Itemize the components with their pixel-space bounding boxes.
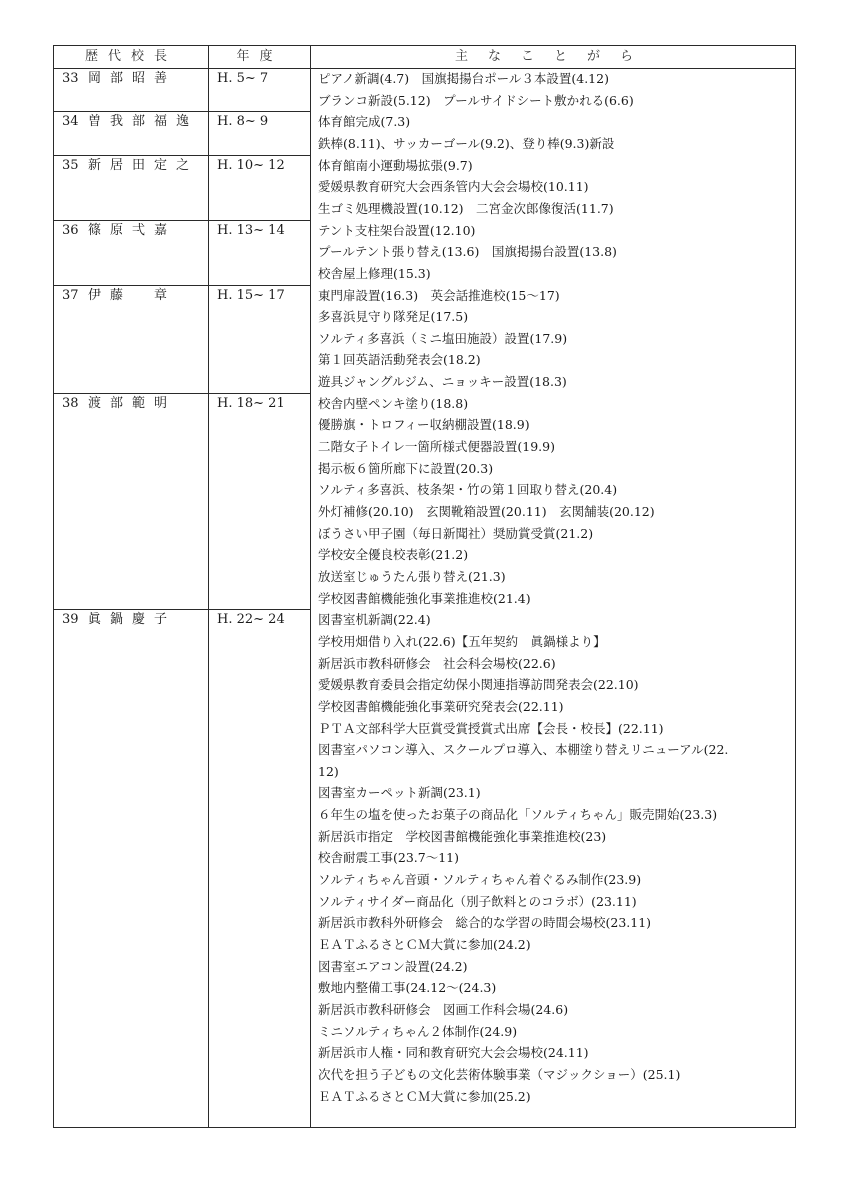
event-line: 生ゴミ処理機設置(10.12) 二宮金次郎像復活(11.7) [318, 200, 614, 216]
event-line: 学校図書館機能強化事業研究発表会(22.11) [318, 698, 564, 714]
period-cell: H. 10~ 12 [217, 157, 285, 173]
header-principal: 歴代校長 [84, 49, 177, 64]
event-line: 学校安全優良校表彰(21.2) [318, 547, 469, 563]
header-period: 年度 [236, 49, 283, 64]
history-table [53, 45, 796, 1128]
event-line: 12) [318, 763, 339, 779]
event-line: プールテント張り替え(13.6) 国旗掲揚台設置(13.8) [318, 244, 617, 260]
principal-number: 34 [62, 114, 79, 130]
event-line: 愛媛県教育研究大会西条管内大会会場校(10.11) [318, 179, 589, 195]
period-cell: H. 18~ 21 [217, 395, 285, 411]
principal-number: 35 [62, 157, 79, 173]
principal-cell [62, 609, 202, 630]
principal-number: 36 [62, 222, 79, 238]
principal-name: 眞鍋慶子 [88, 612, 177, 628]
event-line: ＥＡＴふるさとＣＭ大賞に参加(24.2) [318, 937, 531, 952]
event-line: ＰＴＡ文部科学大臣賞受賞授賞式出席【会長・校長】(22.11) [318, 720, 664, 736]
event-line: 新居浜市教科外研修会 総合的な学習の時間会場校(23.11) [318, 915, 652, 931]
principal-number: 39 [62, 612, 79, 628]
event-line: 体育館南小運動場拡張(9.7) [318, 157, 473, 173]
period-cell: H. 8~ 9 [217, 114, 269, 130]
principal-cell [62, 68, 202, 89]
event-line: 鉄棒(8.11)、サッカーゴール(9.2)、登り棒(9.3)新設 [318, 135, 615, 151]
event-line: 放送室じゅうたん張り替え(21.3) [318, 568, 506, 584]
event-line: ソルティサイダー商品化（別子飲料とのコラボ）(23.11) [318, 893, 637, 909]
period-cell: H. 13~ 14 [217, 222, 285, 238]
period-cell: H. 5~ 7 [217, 71, 269, 86]
event-line: 体育館完成(7.3) [318, 114, 411, 130]
principal-cell [62, 220, 202, 241]
event-line: 掲示板６箇所廊下に設置(20.3) [318, 460, 494, 476]
principal-name: 篠原弌嘉 [88, 222, 177, 238]
event-line: ソルティちゃん音頭・ソルティちゃん着ぐるみ制作(23.9) [318, 872, 642, 888]
event-line: 多喜浜見守り隊発足(17.5) [318, 309, 469, 325]
event-line: 二階女子トイレ一箇所様式便器設置(19.9) [318, 439, 555, 455]
event-line: ブランコ新設(5.12) プールサイドシート敷かれる(6.6) [318, 92, 634, 108]
event-line: 次代を担う子どもの文化芸術体験事業（マジックショー）(25.1) [318, 1066, 681, 1082]
event-line: ＥＡＴふるさとＣＭ大賞に参加(25.2) [318, 1088, 531, 1104]
event-line: 図書室机新調(22.4) [318, 612, 431, 628]
event-line: テント支柱架台設置(12.10) [318, 222, 476, 238]
event-line: 第１回英語活動発表会(18.2) [318, 352, 481, 368]
principal-number: 33 [62, 71, 79, 86]
principal-cell [62, 285, 202, 306]
event-line: 学校用畑借り入れ(22.6)【五年契約 眞鍋様より】 [318, 633, 606, 649]
event-line: 優勝旗・トロフィー収納棚設置(18.9) [318, 417, 530, 433]
column-divider [208, 46, 209, 1127]
principal-number: 37 [62, 287, 79, 303]
principal-name: 渡部範明 [88, 395, 177, 411]
event-line: ミニソルティちゃん２体制作(24.9) [318, 1023, 518, 1039]
event-line: ぼうさい甲子園（毎日新聞社）奨励賞受賞(21.2) [318, 525, 594, 541]
event-line: ソルティ多喜浜（ミニ塩田施設）設置(17.9) [318, 330, 568, 346]
principal-name: 新居田定之 [88, 157, 199, 173]
principal-name: 岡部昭善 [88, 71, 177, 86]
event-line: 新居浜市指定 学校図書館機能強化事業推進校(23) [318, 828, 607, 844]
event-line: ６年生の塩を使ったお菓子の商品化「ソルティちゃん」販売開始(23.3) [318, 807, 718, 823]
principal-cell [62, 393, 202, 414]
event-line: ピアノ新調(4.7) 国旗掲揚台ポール３本設置(4.12) [318, 71, 609, 86]
event-line: 校舎屋上修理(15.3) [318, 265, 431, 281]
event-line: 図書室パソコン導入、スクールプロ導入、本棚塗り替えリニューアル(22. [318, 742, 729, 758]
event-line: 新居浜市教科研修会 図画工作科会場(24.6) [318, 1001, 569, 1017]
event-line: 学校図書館機能強化事業推進校(21.4) [318, 590, 531, 606]
event-line: 遊具ジャングルジム、ニョッキー設置(18.3) [318, 374, 567, 390]
column-divider [310, 46, 311, 1127]
principal-cell [62, 155, 202, 176]
event-line: 愛媛県教育委員会指定幼保小関連指導訪問発表会(22.10) [318, 677, 639, 693]
principal-cell [62, 111, 202, 132]
period-cell: H. 22~ 24 [217, 612, 285, 628]
event-line: 新居浜市人権・同和教育研究大会会場校(24.11) [318, 1045, 589, 1061]
event-line: ソルティ多喜浜、枝条架・竹の第１回取り替え(20.4) [318, 482, 618, 498]
event-line: 外灯補修(20.10) 玄関靴箱設置(20.11) 玄関舗装(20.12) [318, 504, 655, 519]
principal-name: 曽我部福逸 [88, 114, 199, 130]
event-line: 図書室カーペット新調(23.1) [318, 785, 481, 801]
event-line: 新居浜市教科研修会 社会科会場校(22.6) [318, 655, 556, 671]
event-line: 敷地内整備工事(24.12～(24.3) [318, 980, 497, 996]
principal-name: 伊藤 章 [88, 287, 177, 303]
event-line: 図書室エアコン設置(24.2) [318, 958, 468, 974]
event-line: 校舎内壁ペンキ塗り(18.8) [318, 395, 469, 411]
period-cell: H. 15~ 17 [217, 287, 285, 303]
header-events: 主なことがら [454, 49, 653, 64]
event-line: 東門扉設置(16.3) 英会話推進校(15～17) [318, 287, 560, 303]
event-line: 校舎耐震工事(23.7～11) [318, 850, 459, 866]
principal-number: 38 [62, 395, 79, 411]
